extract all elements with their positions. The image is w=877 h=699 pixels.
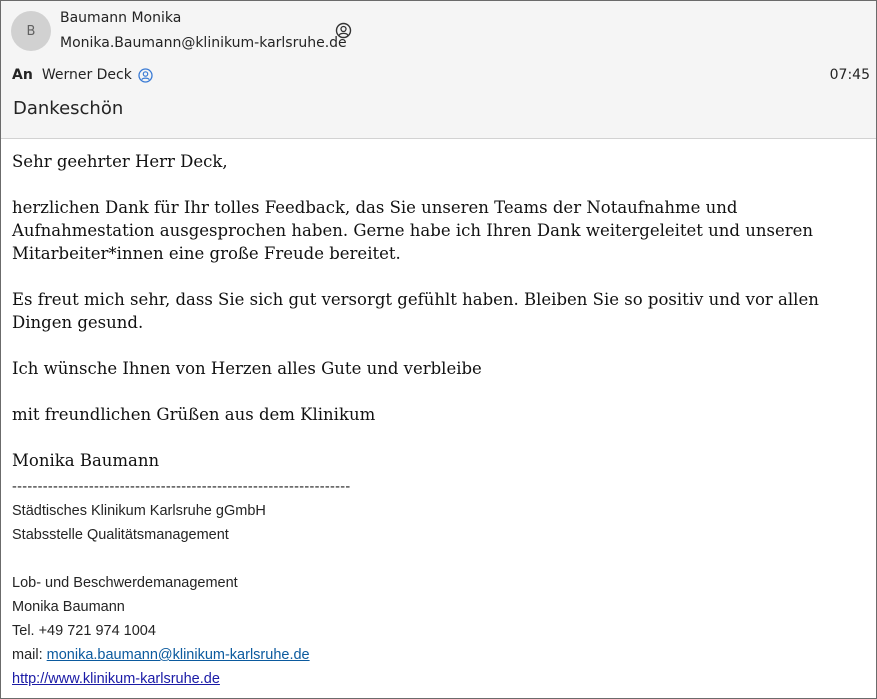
recipient-row xyxy=(12,67,153,83)
received-time: 07:45 xyxy=(829,67,870,83)
signature-spacer xyxy=(12,547,351,571)
website-link[interactable]: http://www.klinikum-karlsruhe.de xyxy=(12,671,220,687)
body-paragraph: herzlichen Dank für Ihr tolles Feedback, das Sie unseren Teams der Notaufnahme und Aufnahmestation ausgesprochen haben. Gerne habe ich Ihren Dank weitergeleitet und unseren Mitarbeiter*innen eine große Freude bereitet. xyxy=(12,198,814,263)
closing-name: Monika Baumann xyxy=(12,451,160,470)
message-body xyxy=(12,150,862,495)
signature-department: Stabsstelle Qualitätsmanagement xyxy=(12,527,229,543)
to-label: An xyxy=(12,67,33,83)
body-paragraph: mit freundlichen Grüßen aus dem Klinikum xyxy=(12,405,376,424)
body-paragraph: Es freut mich sehr, dass Sie sich gut versorgt gefühlt haben. Bleiben Sie so positiv und vor allen Dingen gesund. xyxy=(12,290,819,332)
signature-org: Städtisches Klinikum Karlsruhe gGmbH xyxy=(12,503,266,519)
signature-unit: Lob- und Beschwerdemanagement xyxy=(12,575,238,591)
mail-label: mail: xyxy=(12,647,43,663)
subject-line: Dankeschön xyxy=(13,98,124,119)
signature-divider: ------------------------------------------------------------------ xyxy=(12,479,351,495)
signature-phone: Tel. +49 721 974 1004 xyxy=(12,623,156,639)
signature-name: Monika Baumann xyxy=(12,599,125,615)
email-signature xyxy=(12,475,351,691)
mail-link[interactable]: monika.baumann@klinikum-karlsruhe.de xyxy=(46,647,310,663)
message-header xyxy=(1,1,876,139)
person-presence-icon[interactable] xyxy=(138,68,153,83)
signature-website-row xyxy=(12,667,351,691)
sender-name[interactable]: Baumann Monika xyxy=(60,10,182,26)
sender-email[interactable]: Monika.Baumann@klinikum-karlsruhe.de xyxy=(60,35,347,51)
recipient-name[interactable]: Werner Deck xyxy=(41,67,132,83)
avatar[interactable]: B xyxy=(11,11,51,51)
body-paragraph: Ich wünsche Ihnen von Herzen alles Gute und verbleibe xyxy=(12,359,482,378)
signature-mail-row xyxy=(12,643,351,667)
contact-card-icon[interactable] xyxy=(335,22,352,39)
greeting: Sehr geehrter Herr Deck, xyxy=(12,152,228,171)
